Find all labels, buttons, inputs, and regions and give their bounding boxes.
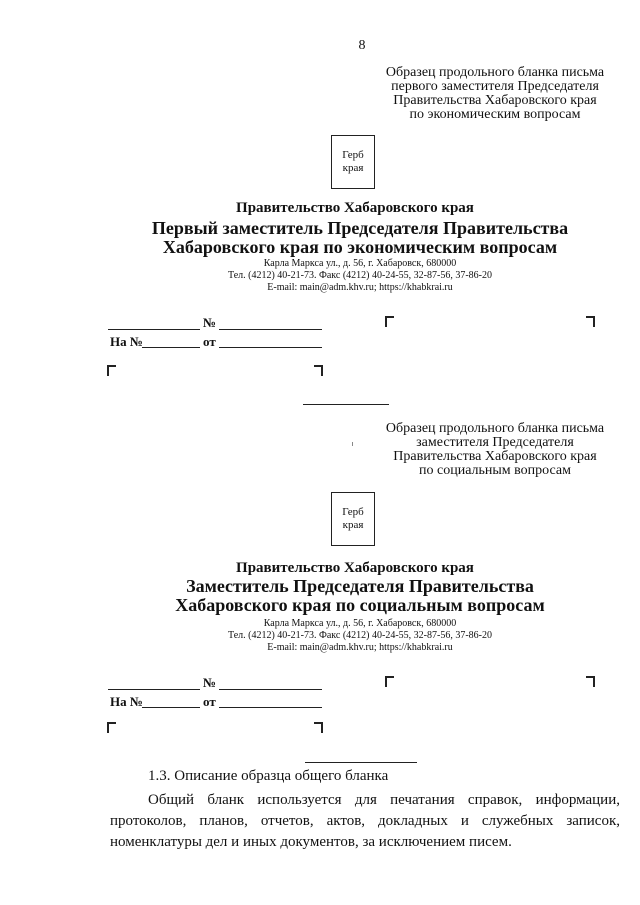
section-paragraph: Общий бланк используется для печатания справок, информации, протоколов, планов, отчетов, актов, докладных и служебных записок, номенклатуры дел и иных документов, за исключением писем. (110, 792, 620, 850)
ref-date-line (219, 347, 322, 348)
caption-line: Правительства Хабаровского края (393, 93, 597, 108)
caption-line: по экономическим вопросам (409, 107, 581, 122)
from-label: от (203, 694, 216, 709)
number-label: № (203, 675, 217, 690)
ref-date-line (219, 707, 322, 708)
subject-corner-right (314, 365, 323, 376)
official-title (120, 219, 600, 257)
emblem-text: Герб (342, 149, 364, 161)
title-line: Хабаровского края по социальным вопросам (175, 595, 545, 615)
subject-corner-right (314, 722, 323, 733)
margin-mark (352, 442, 353, 446)
addressee-corner-right (586, 316, 595, 327)
ref-number-line (142, 707, 200, 708)
outgoing-number-line (219, 329, 322, 330)
section-heading: 1.3. Описание образца общего бланка (148, 768, 389, 784)
emblem-text: края (342, 519, 364, 531)
number-label: № (203, 315, 217, 330)
caption-line: заместителя Председателя (416, 435, 574, 450)
address-line: Карла Маркса ул., д. 56, г. Хабаровск, 680000 (263, 618, 457, 629)
title-line: Первый заместитель Председателя Правительства (151, 218, 569, 238)
addressee-corner-left (385, 316, 394, 327)
subject-corner-left (107, 722, 116, 733)
sample-caption-2 (360, 422, 630, 478)
outgoing-number-date-line (108, 689, 200, 690)
caption-line: Образец продольного бланка письма (385, 65, 605, 80)
outgoing-number-line (219, 689, 322, 690)
subject-corner-left (107, 365, 116, 376)
address-line: Тел. (4212) 40-21-73. Факс (4212) 40-24-55, 32-87-56, 37-86-20 (227, 630, 492, 641)
caption-line: Правительства Хабаровского края (393, 449, 597, 464)
separator-line (305, 762, 417, 763)
government-name: Правительство Хабаровского края (236, 200, 474, 216)
sample-caption-1 (360, 66, 630, 122)
address-block (180, 258, 540, 294)
address-line: E-mail: main@adm.khv.ru; https://khabkrai.ru (267, 282, 453, 293)
ref-number-label: На № (110, 334, 143, 349)
caption-line: по социальным вопросам (419, 463, 571, 478)
separator-line (303, 404, 389, 405)
outgoing-number-date-line (108, 329, 200, 330)
ref-number-line (142, 347, 200, 348)
coat-of-arms-placeholder (331, 492, 375, 546)
address-line: Тел. (4212) 40-21-73. Факс (4212) 40-24-55, 32-87-56, 37-86-20 (227, 270, 492, 281)
caption-line: Образец продольного бланка письма (385, 421, 605, 436)
address-line: E-mail: main@adm.khv.ru; https://khabkrai.ru (267, 642, 453, 653)
government-name: Правительство Хабаровского края (236, 560, 474, 576)
ref-number-label: На № (110, 694, 143, 709)
emblem-text: Герб (342, 506, 364, 518)
page-number: 8 (358, 38, 366, 53)
title-line: Хабаровского края по экономическим вопросам (162, 237, 558, 257)
addressee-corner-left (385, 676, 394, 687)
title-line: Заместитель Председателя Правительства (186, 576, 534, 596)
caption-line: первого заместителя Председателя (391, 79, 599, 94)
addressee-corner-right (586, 676, 595, 687)
emblem-text: края (342, 162, 364, 174)
address-block (180, 618, 540, 654)
official-title (120, 577, 600, 615)
from-label: от (203, 334, 216, 349)
coat-of-arms-placeholder (331, 135, 375, 189)
address-line: Карла Маркса ул., д. 56, г. Хабаровск, 680000 (263, 258, 457, 269)
